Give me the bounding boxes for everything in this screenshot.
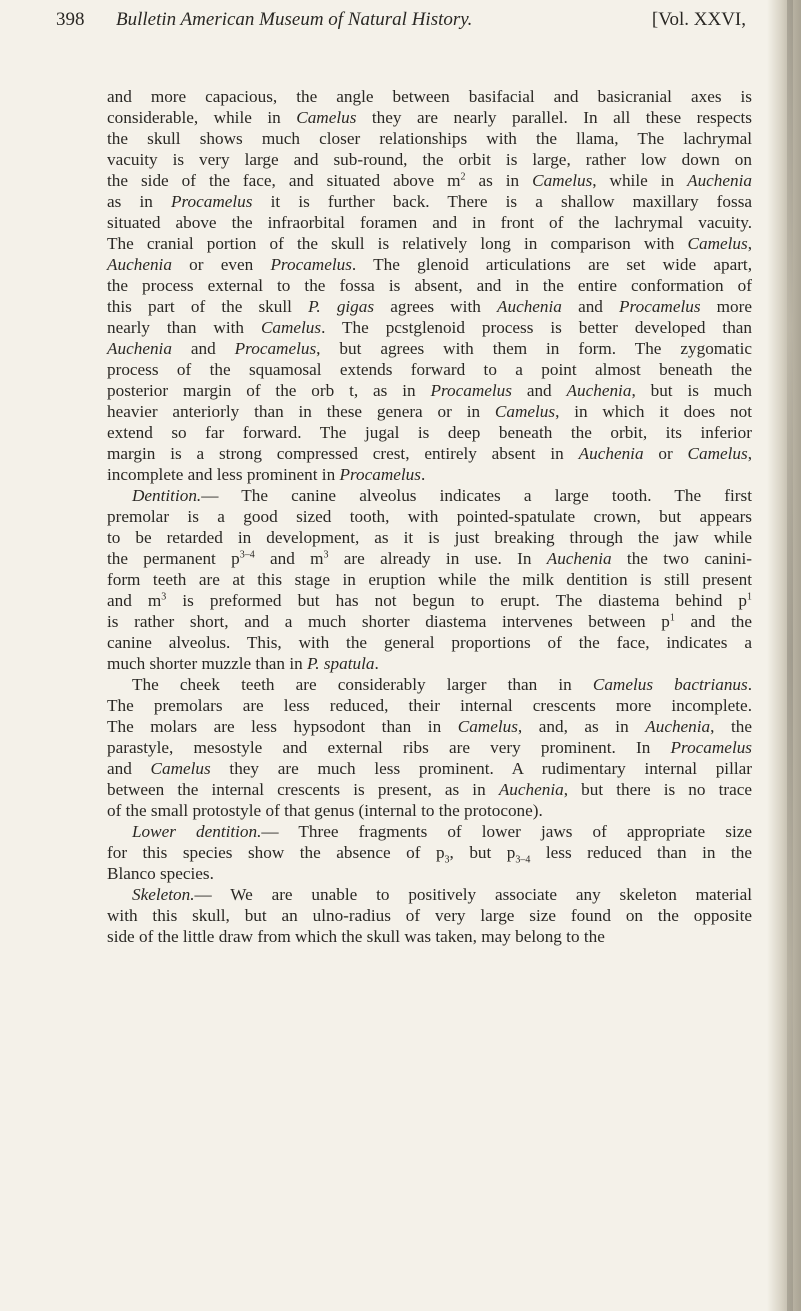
text-line: and more capacious, the angle between basifacial and basicranial axes is	[107, 87, 752, 106]
text-line: with this skull, but an ulno-radius of very large size found on the opposite	[107, 906, 752, 925]
text-line: heavier anteriorly than in these genera or in Camelus, in which it does not	[107, 402, 752, 421]
text-line: side of the little draw from which the skull was taken, may belong to the	[107, 927, 605, 946]
page-gutter-shadow	[767, 0, 801, 1311]
text-line: Lower dentition.— Three fragments of lower jaws of appropriate size	[132, 822, 752, 841]
text-line: posterior margin of the orb t, as in Procamelus and Auchenia, but is much	[107, 381, 752, 400]
text-line: and Camelus they are much less prominent. A rudimentary internal pillar	[107, 759, 752, 778]
text-line: situated above the infraorbital foramen and in front of the lachrymal vacuity.	[107, 213, 752, 232]
text-line: much shorter muzzle than in P. spatula.	[107, 654, 379, 673]
text-line: margin is a strong compressed crest, entirely absent in Auchenia or Camelus,	[107, 444, 752, 463]
text-line: The premolars are less reduced, their internal crescents more incomplete.	[107, 696, 752, 715]
text-line: vacuity is very large and sub-round, the orbit is large, rather low down on	[107, 150, 752, 169]
text-line: nearly than with Camelus. The pcstglenoid process is better developed than	[107, 318, 753, 337]
text-line: Blanco species.	[107, 864, 214, 883]
text-line: The cranial portion of the skull is relatively long in comparison with Camelus,	[107, 234, 752, 253]
text-line: Dentition.— The canine alveolus indicates a large tooth. The first	[132, 486, 752, 505]
text-line: The cheek teeth are considerably larger than in Camelus bactrianus.	[132, 675, 752, 694]
text-line: canine alveolus. This, with the general proportions of the face, indicates a	[107, 633, 752, 652]
text-line: the permanent $p^{3-4}$ and $m^3$ are already in use. In Auchenia the two canini-	[107, 549, 752, 568]
volume-label: [Vol. XXVI,	[651, 9, 746, 30]
text-line: process of the squamosal extends forward to a point almost beneath the	[107, 360, 752, 379]
text-line: to be retarded in development, as it is just breaking through the jaw while	[107, 528, 752, 547]
text-line: between the internal crescents is present, as in Auchenia, but there is no trace	[107, 780, 752, 799]
text-line: this part of the skull P. gigas agrees with Auchenia and Procamelus more	[107, 297, 752, 316]
text-line: premolar is a good sized tooth, with pointed-spatulate crown, but appears	[107, 507, 752, 526]
text-line: as in Procamelus it is further back. There is a shallow maxillary fossa	[107, 192, 753, 211]
binding-edge	[787, 0, 793, 1311]
text-line: of the small protostyle of that genus (internal to the protocone).	[107, 801, 543, 820]
text-line: is rather short, and a much shorter diastema intervenes between $p^1$ and the	[107, 612, 752, 631]
text-line: the process external to the fossa is absent, and in the entire conformation of	[107, 276, 752, 295]
text-line: the side of the face, and situated above $m^2$ as in Camelus, while in Auchenia	[107, 171, 752, 190]
article-body	[107, 86, 752, 947]
text-line: extend so far forward. The jugal is deep beneath the orbit, its inferior	[107, 423, 752, 442]
page-number: 398	[56, 9, 85, 30]
text-line: parastyle, mesostyle and external ribs are very prominent. In Procamelus	[107, 738, 752, 757]
text-line: The molars are less hypsodont than in Camelus, and, as in Auchenia, the	[107, 717, 753, 736]
text-line: for this species show the absence of $p_3$, but $p_{3-4}$ less reduced than in the	[107, 843, 752, 866]
text-line: Skeleton.— We are unable to positively associate any skeleton material	[132, 885, 752, 904]
running-title: Bulletin American Museum of Natural History.	[116, 9, 473, 30]
text-line: and $m^3$ is preformed but has not begun to erupt. The diastema behind $p^1$	[107, 591, 753, 610]
running-header	[56, 9, 746, 35]
text-line: Auchenia and Procamelus, but agrees with them in form. The zygomatic	[107, 339, 752, 358]
text-line: the skull shows much closer relationships with the llama, The lachrymal	[107, 129, 752, 148]
text-line: considerable, while in Camelus they are nearly parallel. In all these respects	[107, 108, 752, 127]
text-line: Auchenia or even Procamelus. The glenoid articulations are set wide apart,	[107, 255, 752, 274]
text-line: form teeth are at this stage in eruption while the milk dentition is still present	[107, 570, 752, 589]
text-line: incomplete and less prominent in Procamelus.	[107, 465, 426, 484]
